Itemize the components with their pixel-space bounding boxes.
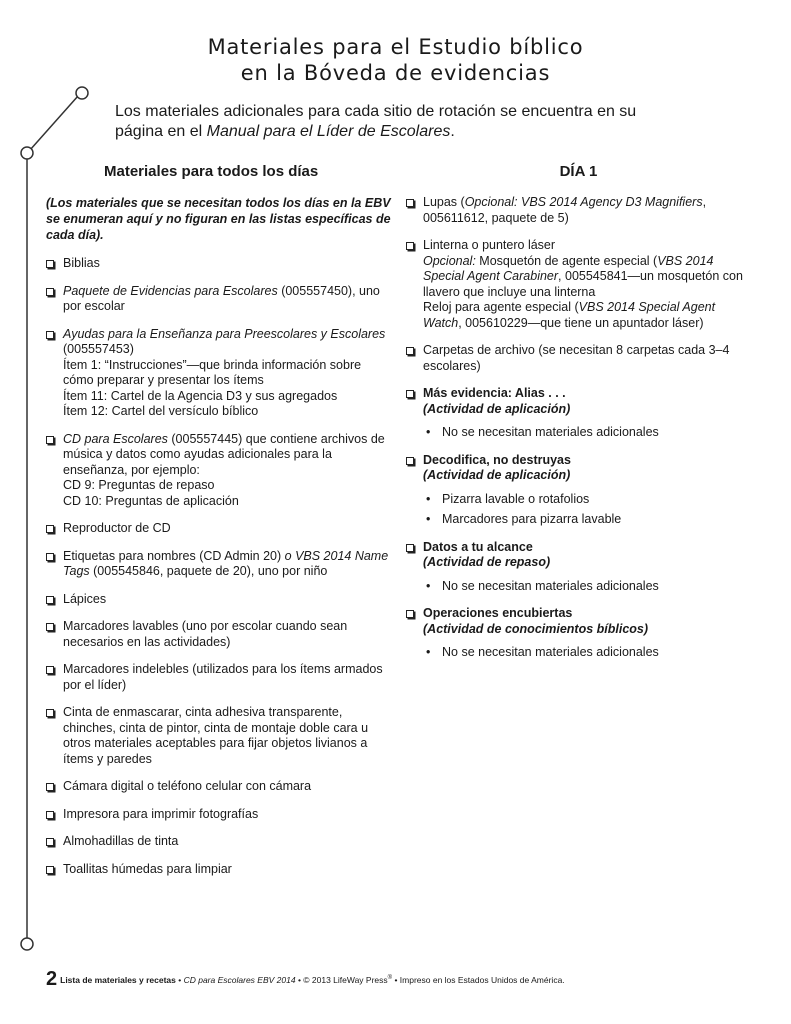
list-item: Biblias [46, 256, 391, 272]
checkbox-icon [46, 866, 54, 874]
bullet-item: • No se necesitan materiales adicionales [426, 425, 659, 439]
checkbox-icon [46, 596, 54, 604]
list-item: Marcadores lavables (uno por escolar cuando sean necesarios en las actividades) [46, 619, 391, 650]
bullet-item: • No se necesitan materiales adicionales [426, 645, 659, 659]
list-item: Impresora para imprimir fotografías [46, 807, 391, 823]
page-footer: 2 Lista de materiales y recetas • CD para Escolares EBV 2014 • © 2013 LifeWay Press® • Impreso en los Estados Unidos de América. [46, 968, 565, 990]
list-item: CD para Escolares (005557445) que contiene archivos de música y datos como ayudas adicionales para la enseñanza, por ejemplo: CD 9: Preguntas de repaso CD 10: Preguntas de aplicación [46, 432, 391, 510]
list-item: Paquete de Evidencias para Escolares (005557450), uno por escolar [46, 284, 391, 315]
checkbox-icon [46, 623, 54, 631]
intro-paragraph: Los materiales adicionales para cada sitio de rotación se encuentra en su página en el Manual para el Líder de Escolares. [115, 103, 637, 140]
checkbox-icon [46, 331, 54, 339]
checkbox-icon [46, 709, 54, 717]
checkbox-icon [46, 260, 54, 268]
list-item: Reproductor de CD [46, 521, 391, 537]
checkbox-icon [46, 811, 54, 819]
list-item: Ayudas para la Enseñanza para Preescolares y Escolares (005557453) Ítem 1: “Instrucciones”—que brinda información sobre cómo preparar y presentar los ítems Ítem 11: Cartel de la Agencia D3 y sus agregados Ítem 12: Cartel del versículo bíblico [46, 327, 391, 420]
list-item: Cámara digital o teléfono celular con cámara [46, 779, 391, 795]
page-number: 2 [46, 968, 58, 990]
list-item: Lápices [46, 592, 391, 608]
checkbox-icon [46, 783, 54, 791]
checkbox-icon [46, 288, 54, 296]
all-days-note: (Los materiales que se necesitan todos los días en la EBV se enumeran aquí y no figuran en las listas específicas de cada día). [46, 196, 391, 242]
day1-column [406, 163, 751, 673]
activity-item: Datos a tu alcance (Actividad de repaso) [406, 540, 751, 571]
list-item: Lupas (Opcional: VBS 2014 Agency D3 Magnifiers, 005611612, paquete de 5) [406, 195, 751, 226]
page-title-line2: en la Bóveda de evidencias [240, 61, 551, 85]
list-item: Carpetas de archivo (se necesitan 8 carpetas cada 3–4 escolares) [406, 343, 751, 374]
checkbox-icon [406, 199, 414, 207]
activity-item: Más evidencia: Alias . . . (Actividad de aplicación) [406, 386, 751, 417]
page-title-line1: Materiales para el Estudio bíblico [207, 35, 584, 59]
list-item: Linterna o puntero láser Opcional: Mosquetón de agente especial (VBS 2014 Special Agent Carabiner, 005545841—un mosquetón con llavero que incluye una linterna Reloj para agente especial (VBS 2014 Special Agent Watch, 005610229—que tiene un apuntador láser) [406, 238, 751, 331]
checkbox-icon [406, 347, 414, 355]
list-item: Almohadillas de tinta [46, 834, 391, 850]
checkbox-icon [46, 838, 54, 846]
list-item: Marcadores indelebles (utilizados para los ítems armados por el líder) [46, 662, 391, 693]
all-days-column [46, 163, 391, 889]
checkbox-icon [406, 610, 414, 618]
checkbox-icon [406, 390, 414, 398]
checkbox-icon [46, 666, 54, 674]
day1-heading: DÍA 1 [559, 163, 598, 180]
list-item: Toallitas húmedas para limpiar [46, 862, 391, 878]
bullet-item: • Pizarra lavable o rotafolios [426, 491, 590, 506]
checkbox-icon [46, 525, 54, 533]
list-item: Cinta de enmascarar, cinta adhesiva transparente, chinches, cinta de pintor, cinta de montaje doble cara u otros materiales aceptables para fijar objetos livianos a ítems y paredes [46, 705, 391, 767]
all-days-heading: Materiales para todos los días [104, 163, 319, 180]
checkbox-icon [46, 553, 54, 561]
activity-item: Operaciones encubiertas (Actividad de conocimientos bíblicos) [406, 606, 751, 637]
bullet-item: • Marcadores para pizarra lavable [426, 512, 622, 526]
checkbox-icon [406, 457, 414, 465]
checkbox-icon [406, 544, 414, 552]
list-item: Etiquetas para nombres (CD Admin 20) o VBS 2014 Name Tags (005545846, paquete de 20), uno por niño [46, 549, 391, 580]
activity-item: Decodifica, no destruyas (Actividad de aplicación) [406, 453, 751, 484]
checkbox-icon [46, 436, 54, 444]
bullet-item: • No se necesitan materiales adicionales [426, 578, 659, 593]
checkbox-icon [406, 242, 414, 250]
